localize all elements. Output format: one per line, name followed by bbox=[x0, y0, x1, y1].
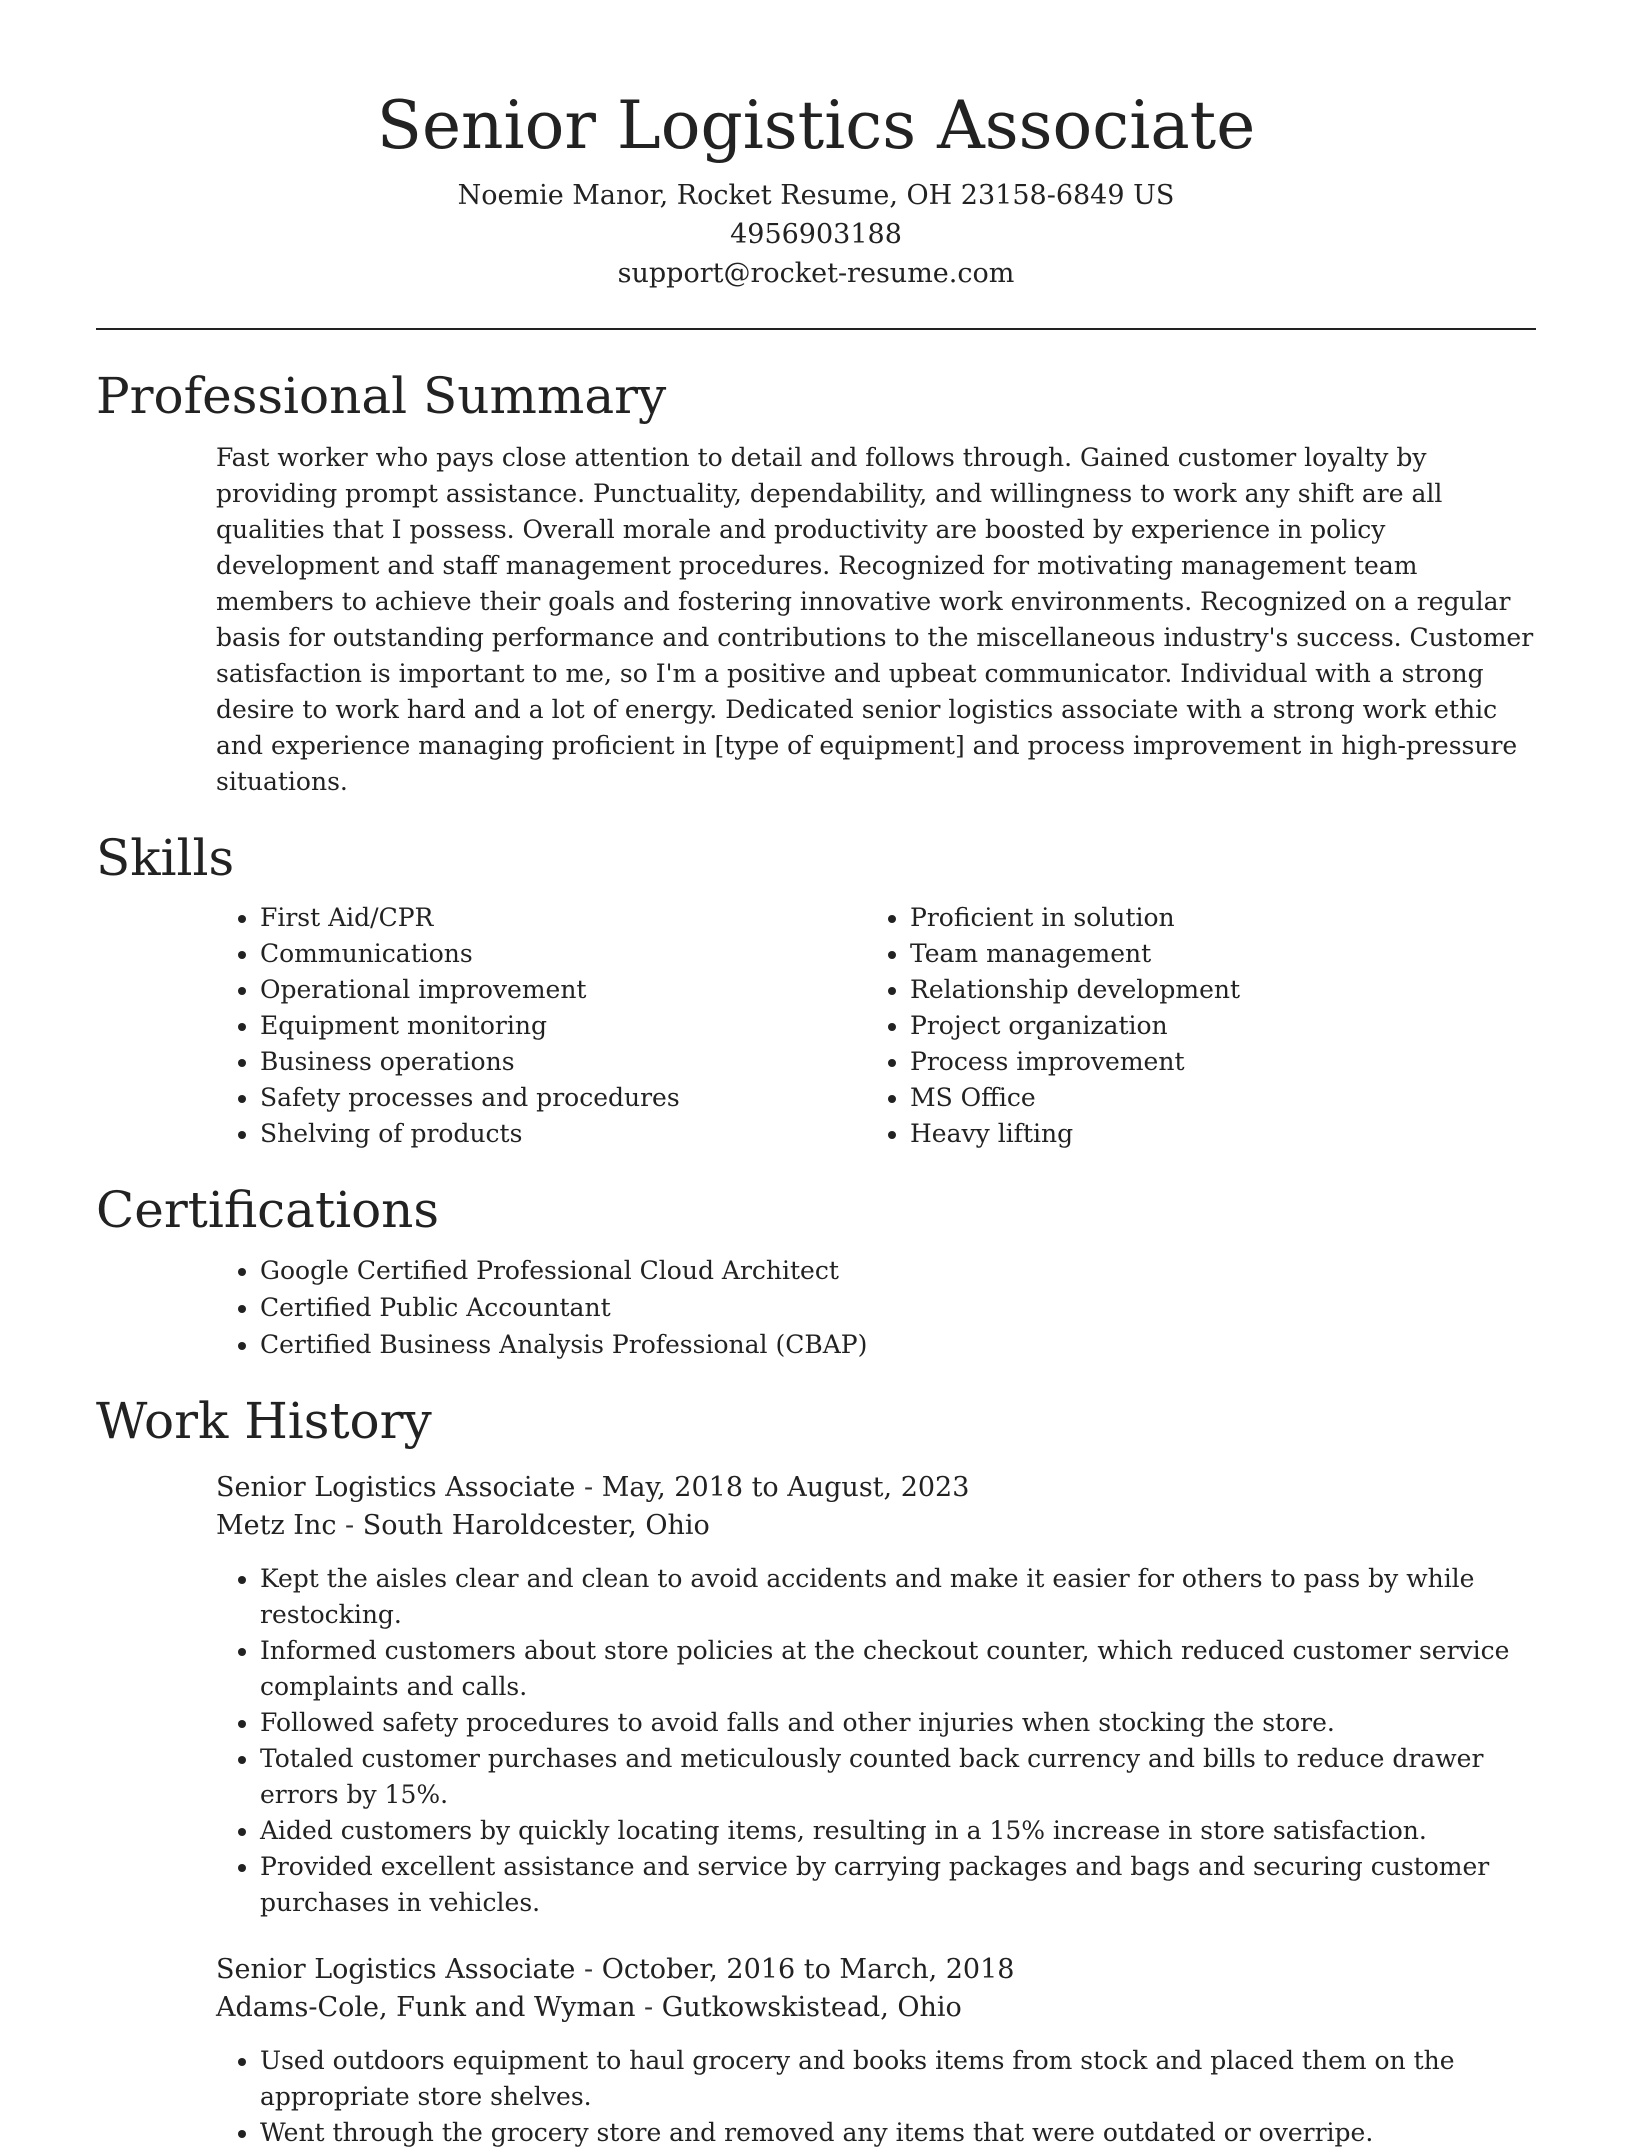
certifications-list bbox=[216, 1252, 1536, 1363]
job-bullet: • Totaled customer purchases and meticulously counted back currency and bills to reduce drawer errors by 15%. bbox=[260, 1741, 1536, 1813]
skill-item: • Safety processes and procedures bbox=[260, 1080, 866, 1116]
skill-item: • Relationship development bbox=[910, 972, 1516, 1008]
job-bullet: • Went through the grocery store and removed any items that were outdated or overripe. bbox=[260, 2115, 1536, 2151]
certifications-section bbox=[96, 1180, 1536, 1363]
skill-item: • Proficient in solution bbox=[910, 900, 1516, 936]
contact-address: Noemie Manor, Rocket Resume, OH 23158-6849 US bbox=[457, 180, 1175, 211]
job-bullet: • Followed safety procedures to avoid falls and other injuries when stocking the store. bbox=[260, 1705, 1536, 1741]
job-bullet: • Aided customers by quickly locating items, resulting in a 15% increase in store satisfaction. bbox=[260, 1813, 1536, 1849]
skill-item: • Heavy lifting bbox=[910, 1116, 1516, 1152]
summary-text: Fast worker who pays close attention to detail and follows through. Gained customer loyalty by providing prompt assistance. Punctuality, dependability, and willingness to work any shift are all qualities that I possess. Overall morale and productivity are boosted by experience in policy development and staff management procedures. Recognized for motivating management team members to achieve their goals and fostering innovative work environments. Recognized on a regular basis for outstanding performance and contributions to the miscellaneous industry's success. Customer satisfaction is important to me, so I'm a positive and upbeat communicator. Individual with a strong desire to work hard and a lot of energy. Dedicated senior logistics associate with a strong work ethic and experience managing proficient in [type of equipment] and process improvement in high-pressure situations. bbox=[216, 443, 1534, 796]
job-title: Senior Logistics Associate bbox=[216, 1472, 576, 1503]
work-history-heading: Work History bbox=[96, 1392, 432, 1450]
job-bullet: • Informed customers about store policies at the checkout counter, which reduced customer service complaints and calls. bbox=[260, 1633, 1536, 1705]
job-separator: - bbox=[635, 1992, 662, 2023]
contact-block bbox=[96, 176, 1536, 293]
skills-section bbox=[96, 828, 1536, 1152]
skills-heading: Skills bbox=[96, 829, 235, 887]
skill-item: • MS Office bbox=[910, 1080, 1516, 1116]
skill-item: • Team management bbox=[910, 936, 1516, 972]
job-bullets bbox=[216, 1561, 1536, 1921]
skills-list-left bbox=[216, 900, 866, 1152]
resume-header bbox=[96, 0, 1536, 293]
contact-phone: 4956903188 bbox=[730, 219, 902, 250]
job-dates: May, 2018 to August, 2023 bbox=[601, 1472, 970, 1503]
certification-item: • Certified Public Accountant bbox=[260, 1289, 1536, 1326]
job-separator: - bbox=[575, 1954, 602, 1985]
skills-list-right bbox=[866, 900, 1516, 1152]
summary-section bbox=[96, 366, 1536, 800]
skill-item: • Operational improvement bbox=[260, 972, 866, 1008]
job-entry bbox=[216, 1469, 1536, 1921]
job-location: Gutkowskistead, Ohio bbox=[661, 1992, 962, 2023]
job-separator: - bbox=[336, 1510, 363, 1541]
job-bullets bbox=[216, 2043, 1536, 2151]
skill-item: • Shelving of products bbox=[260, 1116, 866, 1152]
job-title: Senior Logistics Associate bbox=[216, 1954, 576, 1985]
job-dates: October, 2016 to March, 2018 bbox=[601, 1954, 1015, 1985]
job-title-line bbox=[216, 1469, 1536, 1507]
skill-item: • Communications bbox=[260, 936, 866, 972]
skill-item: • First Aid/CPR bbox=[260, 900, 866, 936]
job-company: Metz Inc bbox=[216, 1510, 337, 1541]
skill-item: • Equipment monitoring bbox=[260, 1008, 866, 1044]
summary-heading: Professional Summary bbox=[96, 367, 667, 425]
job-title-line bbox=[216, 1951, 1536, 1989]
certifications-heading: Certifications bbox=[96, 1181, 440, 1239]
skill-item: • Business operations bbox=[260, 1044, 866, 1080]
certification-item: • Certified Business Analysis Professional (CBAP) bbox=[260, 1326, 1536, 1363]
job-bullet: • Used outdoors equipment to haul grocery and books items from stock and placed them on the appropriate store shelves. bbox=[260, 2043, 1536, 2115]
job-bullet: • Kept the aisles clear and clean to avoid accidents and make it easier for others to pass by while restocking. bbox=[260, 1561, 1536, 1633]
work-history-section bbox=[96, 1391, 1536, 2151]
job-bullet: • Provided excellent assistance and service by carrying packages and bags and securing customer purchases in vehicles. bbox=[260, 1849, 1536, 1921]
certification-item: • Google Certified Professional Cloud Architect bbox=[260, 1252, 1536, 1289]
skill-item: • Process improvement bbox=[910, 1044, 1516, 1080]
job-location: South Haroldcester, Ohio bbox=[362, 1510, 710, 1541]
header-divider bbox=[96, 328, 1536, 330]
job-separator: - bbox=[575, 1472, 602, 1503]
job-entry bbox=[216, 1951, 1536, 2151]
contact-email: support@rocket-resume.com bbox=[617, 258, 1015, 289]
job-company: Adams-Cole, Funk and Wyman bbox=[216, 1992, 636, 2023]
job-company-line bbox=[216, 1989, 1536, 2027]
skills-columns bbox=[216, 900, 1536, 1152]
skill-item: • Project organization bbox=[910, 1008, 1516, 1044]
page-title: Senior Logistics Associate bbox=[376, 87, 1256, 164]
job-company-line bbox=[216, 1507, 1536, 1545]
